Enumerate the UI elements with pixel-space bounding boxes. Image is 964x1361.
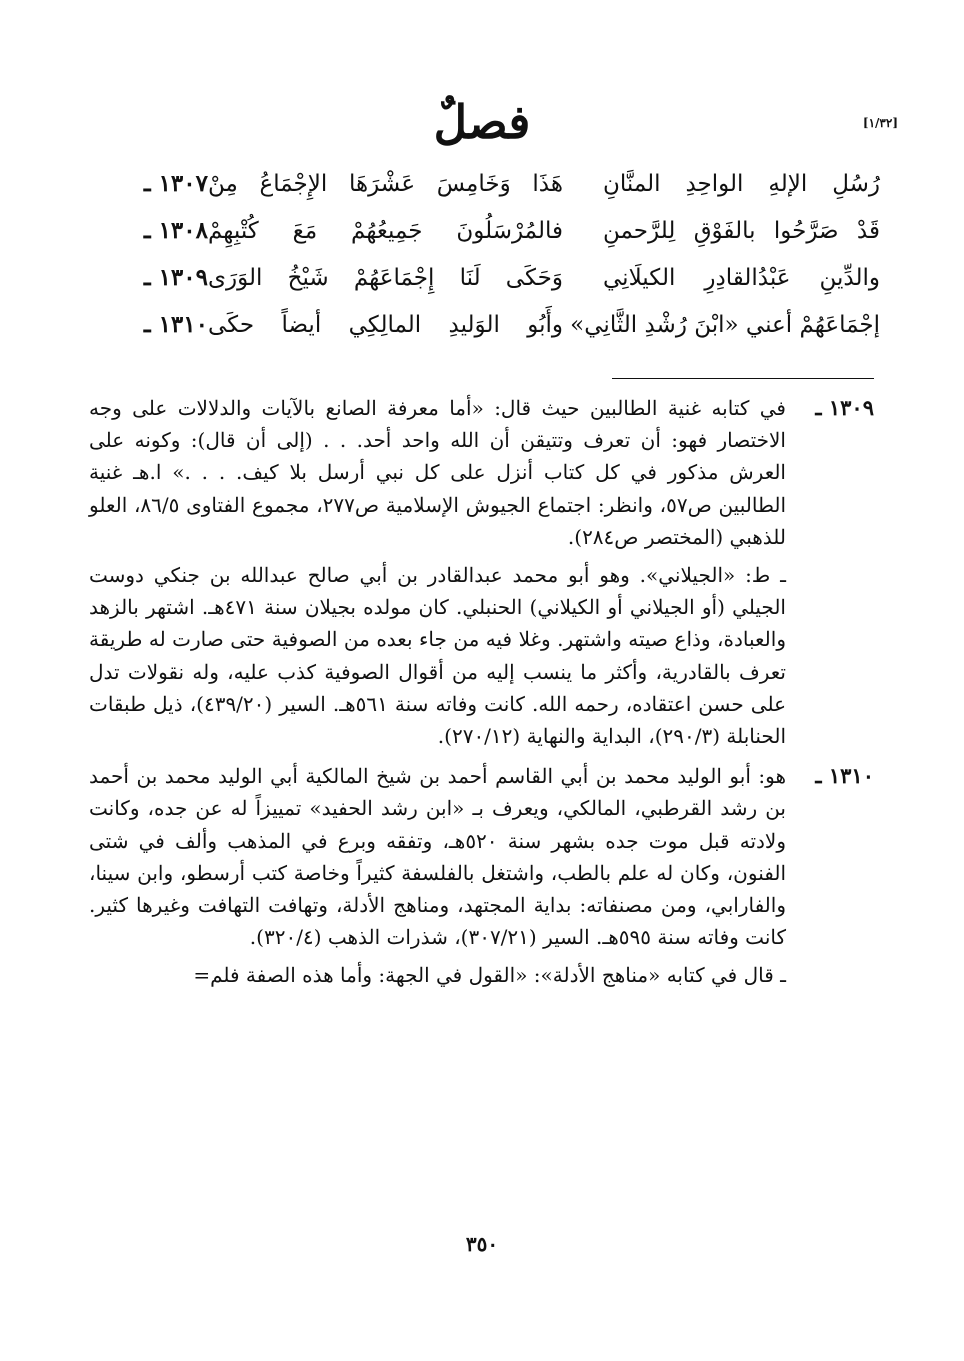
verse-number: ١٣٠٧ ـ <box>143 170 208 197</box>
footnote-number: ١٣٠٩ ـ <box>815 395 874 420</box>
verse-first-hemistich: هَذَا وَخَامِسَ عَشْرَهَا الإِجْمَاعُ مِنْ <box>208 170 563 197</box>
verse-second-hemistich: رُسُلِ الإلهِ الواحِدِ المنَّانِ <box>603 170 880 197</box>
verse-first-hemistich: وَحَكَى لَنَا إِجْمَاعَهُمْ شَيْخُ الوَرَى <box>208 264 563 291</box>
footnote-extra: ـ ط: «الجيلاني». وهو أبو محمد عبدالقادر بن أبي صالح عبدالله بن جنكي دوست الجيلي (أو الجيلاني أو الكيلاني) الحنبلي. كان مولده بجيلان سنة ٤٧١هـ. اشتهر بالزهد والعبادة، وذاع صيته واشتهر. وغلا فيه من جاء بعده من الصوفية حتى صارت له طريقة تعرف بالقادرية، وأكثر ما ينسب إليه من أقوال الصوفية كذب عليه، وله نقولات تدل على حسن اعتقاده، رحمه الله. كانت وفاته سنة ٥٦١هـ. السير (٤٣٩/٢٠)، ذيل طبقات الحنابلة (٢٩٠/٣)، البداية والنهاية (٢٧٠/١٢). <box>89 563 787 749</box>
footnote <box>89 760 874 991</box>
footnote-extra: ـ قال في كتابه «مناهج الأدلة»: «القول في الجهة: وأما هذه الصفة فلم= <box>193 963 786 988</box>
verse-number: ١٣١٠ ـ <box>143 311 208 338</box>
verse-line <box>90 160 880 207</box>
footnote-number: ١٣١٠ ـ <box>815 763 874 789</box>
page-number: ٣٥٠ <box>465 1232 499 1256</box>
footnote-text: هو: أبو الوليد محمد بن أبي القاسم أحمد بن شيخ المالكية أبي الوليد محمد بن أحمد بن رشد القرطبي، المالكي، ويعرف بـ «ابن رشد الحفيد» تمييزاً له عن جده، وكانت ولادته قبل موت جده بشهر سنة ٥٢٠هـ، وتفقه وبرع في المذهب وألف في شتى الفنون، وكان له علم بالطب، واشتغل بالفلسفة كثيراً وخاصة كتب أرسطو، وابن سينا، والفارابي، ومن مصنفاته: بداية المجتهد، ومناهج الأدلة، وتهافت التهافت وغيرها كثير. كانت وفاته سنة ٥٩٥هـ. السير (٣٠٧/٢١)، شذرات الذهب (٣٢٠/٤). <box>89 764 786 950</box>
footnote <box>89 392 874 752</box>
footnotes <box>89 392 874 992</box>
footnote-divider <box>612 378 874 379</box>
margin-reference: [١/٣٢] <box>862 116 898 130</box>
verse-line <box>90 301 880 348</box>
verse-first-hemistich: وأَبُو الوَليدِ المالِكِي أيضاً حكَى <box>208 311 563 338</box>
verse-line <box>90 254 880 301</box>
poem-verses <box>90 160 880 348</box>
verse-second-hemistich: إجْمَاعَهُمْ أعني «ابْنَ رُشْدِ الثَّانِي» <box>570 311 880 338</box>
footnote-text: في كتابه غنية الطالبين حيث قال: «أما معرفة الصانع بالآيات والدلالات على وجه الاختصار فهو: أن تعرف وتتيقن أن الله واحد أحد. . . (إلى أن قال): وكونه على العرش مذكور في كل كتاب أنزل على كل نبي أرسل بلا كيف. . . .» ا.هـ غنية الطالبين ص٥٧، وانظر: اجتماع الجيوش الإسلامية ص٢٧٧، مجموع الفتاوى ٨٦/٥، العلو للذهبي (المختصر ص٢٨٤). <box>89 396 786 549</box>
verse-line <box>90 207 880 254</box>
verse-number: ١٣٠٨ ـ <box>143 217 208 244</box>
section-heading: فصلٌ <box>433 95 531 149</box>
verse-number: ١٣٠٩ ـ <box>143 264 208 291</box>
verse-second-hemistich: والدِّينِ عَبْدُالقادِرِ الكيلَانِي <box>603 264 880 291</box>
verse-first-hemistich: فالمُرْسَلُونَ جَمِيعُهُمْ مَعَ كُتْبِهِمْ <box>208 217 563 244</box>
verse-second-hemistich: قَدْ صَرَّحُوا بالفَوْقِ لِلرَّحمنِ <box>603 217 880 244</box>
